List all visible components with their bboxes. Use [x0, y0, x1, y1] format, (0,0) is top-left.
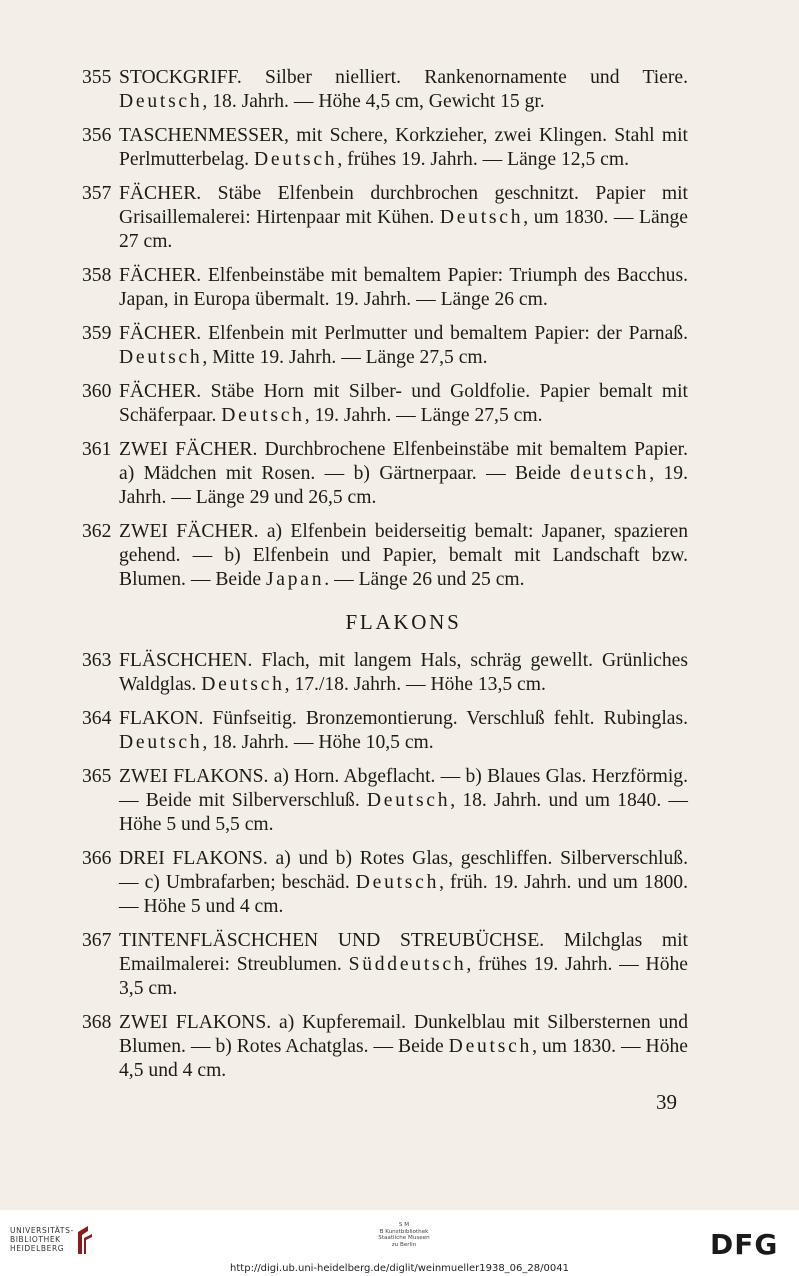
- source-url[interactable]: http://digi.ub.uni-heidelberg.de/diglit/weinmueller1938_06_28/0041: [230, 1263, 569, 1274]
- description-text: , um 1830. — Länge 27 cm.: [119, 207, 688, 252]
- description-text: , 19. Jahrh. — Länge 27,5 cm.: [304, 405, 543, 426]
- description-text: FÄCHER. Elfenbein mit Perlmutter und bemaltem Papier: der Parnaß.: [119, 323, 688, 344]
- description-text: STOCKGRIFF. Silber nielliert. Rankenornamente und Tiere.: [119, 67, 688, 88]
- description-text: TASCHENMESSER, mit Schere, Korkzieher, zwei Klingen. Stahl mit Perlmutterbelag.: [119, 125, 688, 170]
- entry-number: 368: [82, 1012, 112, 1033]
- entry-list: [82, 66, 688, 1093]
- library-logo-icon: [74, 1224, 96, 1256]
- catalog-entry: [82, 322, 688, 370]
- entry-text: [119, 182, 688, 254]
- entry-number: 362: [82, 521, 112, 542]
- dfg-logo: DFG: [710, 1228, 779, 1261]
- entry-number: 360: [82, 381, 112, 402]
- entry-number: 365: [82, 766, 112, 787]
- entry-text: [119, 847, 688, 919]
- entry-text: [119, 1011, 688, 1083]
- description-text: , Mitte 19. Jahrh. — Länge 27,5 cm.: [202, 347, 488, 368]
- catalog-entry: [82, 707, 688, 755]
- museum-credit: S M B Kunstbibliothek Staatliche Museen zu Berlin: [378, 1222, 430, 1248]
- description-text: , früh. 19. Jahrh. und um 1800. — Höhe 5 und 4 cm.: [119, 872, 688, 917]
- entry-text: [119, 322, 688, 370]
- catalog-entry: [82, 182, 688, 254]
- description-text: , frühes 19. Jahrh. — Höhe 3,5 cm.: [119, 954, 688, 999]
- catalog-entry: [82, 264, 688, 312]
- entry-number: 359: [82, 323, 112, 344]
- library-name: UNIVERSITÄTS- BIBLIOTHEK HEIDELBERG: [10, 1226, 74, 1253]
- catalog-entry: [82, 380, 688, 428]
- entry-number: 355: [82, 67, 112, 88]
- entry-text: [119, 520, 688, 592]
- origin-text: Deutsch: [221, 405, 305, 426]
- origin-text: deutsch: [570, 463, 650, 484]
- catalog-entry: [82, 847, 688, 919]
- entry-group-fans: [82, 66, 688, 592]
- description-text: FLÄSCHCHEN. Flach, mit langem Hals, schräg gewellt. Grünliches Waldglas.: [119, 650, 688, 695]
- description-text: , 17./18. Jahrh. — Höhe 13,5 cm.: [284, 674, 546, 695]
- description-text: , 18. Jahrh. — Höhe 4,5 cm, Gewicht 15 gr.: [202, 91, 545, 112]
- footer-bar: [0, 1210, 799, 1276]
- entry-text: [119, 649, 688, 697]
- description-text: , frühes 19. Jahrh. — Länge 12,5 cm.: [337, 149, 630, 170]
- catalog-entry: [82, 649, 688, 697]
- description-text: , 18. Jahrh. und um 1840. — Höhe 5 und 5,5 cm.: [119, 790, 688, 835]
- entry-number: 361: [82, 439, 112, 460]
- page-number: 39: [656, 1090, 677, 1114]
- catalog-entry: [82, 124, 688, 172]
- description-text: ZWEI FLAKONS. a) Horn. Abgeflacht. — b) Blaues Glas. Herzförmig. — Beide mit Silberverschluß.: [119, 766, 688, 811]
- catalog-entry: [82, 1011, 688, 1083]
- entry-text: [119, 66, 688, 114]
- origin-text: Deutsch: [201, 674, 285, 695]
- description-text: , um 1830. — Höhe 4,5 und 4 cm.: [119, 1036, 688, 1081]
- description-text: FÄCHER. Elfenbeinstäbe mit bemaltem Papier: Triumph des Bacchus. Japan, in Europa übermalt. 19. Jahrh. — Länge 26 cm.: [119, 265, 688, 310]
- origin-text: Japan: [265, 569, 325, 590]
- description-text: , 18. Jahrh. — Höhe 10,5 cm.: [202, 732, 434, 753]
- entry-text: [119, 124, 688, 172]
- entry-number: 367: [82, 930, 112, 951]
- entry-number: 357: [82, 183, 112, 204]
- catalog-entry: [82, 438, 688, 510]
- description-text: ZWEI FLAKONS. a) Kupferemail. Dunkelblau mit Silbersternen und Blumen. — b) Rotes Achatglas. — Beide: [119, 1012, 688, 1057]
- entry-number: 364: [82, 708, 112, 729]
- entry-number: 356: [82, 125, 112, 146]
- entry-number: 363: [82, 650, 112, 671]
- catalog-entry: [82, 66, 688, 114]
- catalog-entry: [82, 765, 688, 837]
- origin-text: Deutsch: [448, 1036, 533, 1057]
- description-text: . — Länge 26 und 25 cm.: [324, 569, 525, 590]
- description-text: FLAKON. Fünfseitig. Bronzemontierung. Verschluß fehlt. Rubinglas.: [119, 708, 688, 729]
- entry-group-flakons: [82, 649, 688, 1083]
- origin-text: Deutsch: [366, 790, 451, 811]
- origin-text: Deutsch: [439, 207, 524, 228]
- description-text: DREI FLAKONS. a) und b) Rotes Glas, geschliffen. Silberverschluß. — c) Umbrafarben; beschäd.: [119, 848, 688, 893]
- description-text: , 19. Jahrh. — Länge 29 und 26,5 cm.: [119, 463, 688, 508]
- catalog-entry: [82, 520, 688, 592]
- section-heading: FLAKONS: [345, 610, 462, 634]
- origin-text: Deutsch: [119, 91, 203, 112]
- origin-text: Süddeutsch: [348, 954, 467, 975]
- entry-number: 358: [82, 265, 112, 286]
- description-text: ZWEI FÄCHER. a) Elfenbein beiderseitig bemalt: Japaner, spazieren gehend. — b) Elfenbein und Papier, bemalt mit Landschaft bzw. Blumen. — Beide: [119, 521, 688, 590]
- entry-text: [119, 264, 688, 312]
- origin-text: Deutsch: [355, 872, 440, 893]
- entry-text: [119, 380, 688, 428]
- entry-text: [119, 765, 688, 837]
- origin-text: Deutsch: [119, 732, 203, 753]
- entry-text: [119, 929, 688, 1001]
- entry-number: 366: [82, 848, 112, 869]
- entry-text: [119, 707, 688, 755]
- entry-text: [119, 438, 688, 510]
- description-text: FÄCHER. Stäbe Horn mit Silber- und Goldfolie. Papier bemalt mit Schäferpaar.: [119, 381, 688, 426]
- origin-text: Deutsch: [253, 149, 338, 170]
- origin-text: Deutsch: [119, 347, 203, 368]
- description-text: ZWEI FÄCHER. Durchbrochene Elfenbeinstäbe mit bemaltem Papier. a) Mädchen mit Rosen. — b) Gärtnerpaar. — Beide: [119, 439, 688, 484]
- catalog-entry: [82, 929, 688, 1001]
- description-text: FÄCHER. Stäbe Elfenbein durchbrochen geschnitzt. Papier mit Grisaillemalerei: Hirtenpaar mit Kühen.: [119, 183, 688, 228]
- description-text: TINTENFLÄSCHCHEN UND STREUBÜCHSE. Milchglas mit Emailmalerei: Streublumen.: [119, 930, 688, 975]
